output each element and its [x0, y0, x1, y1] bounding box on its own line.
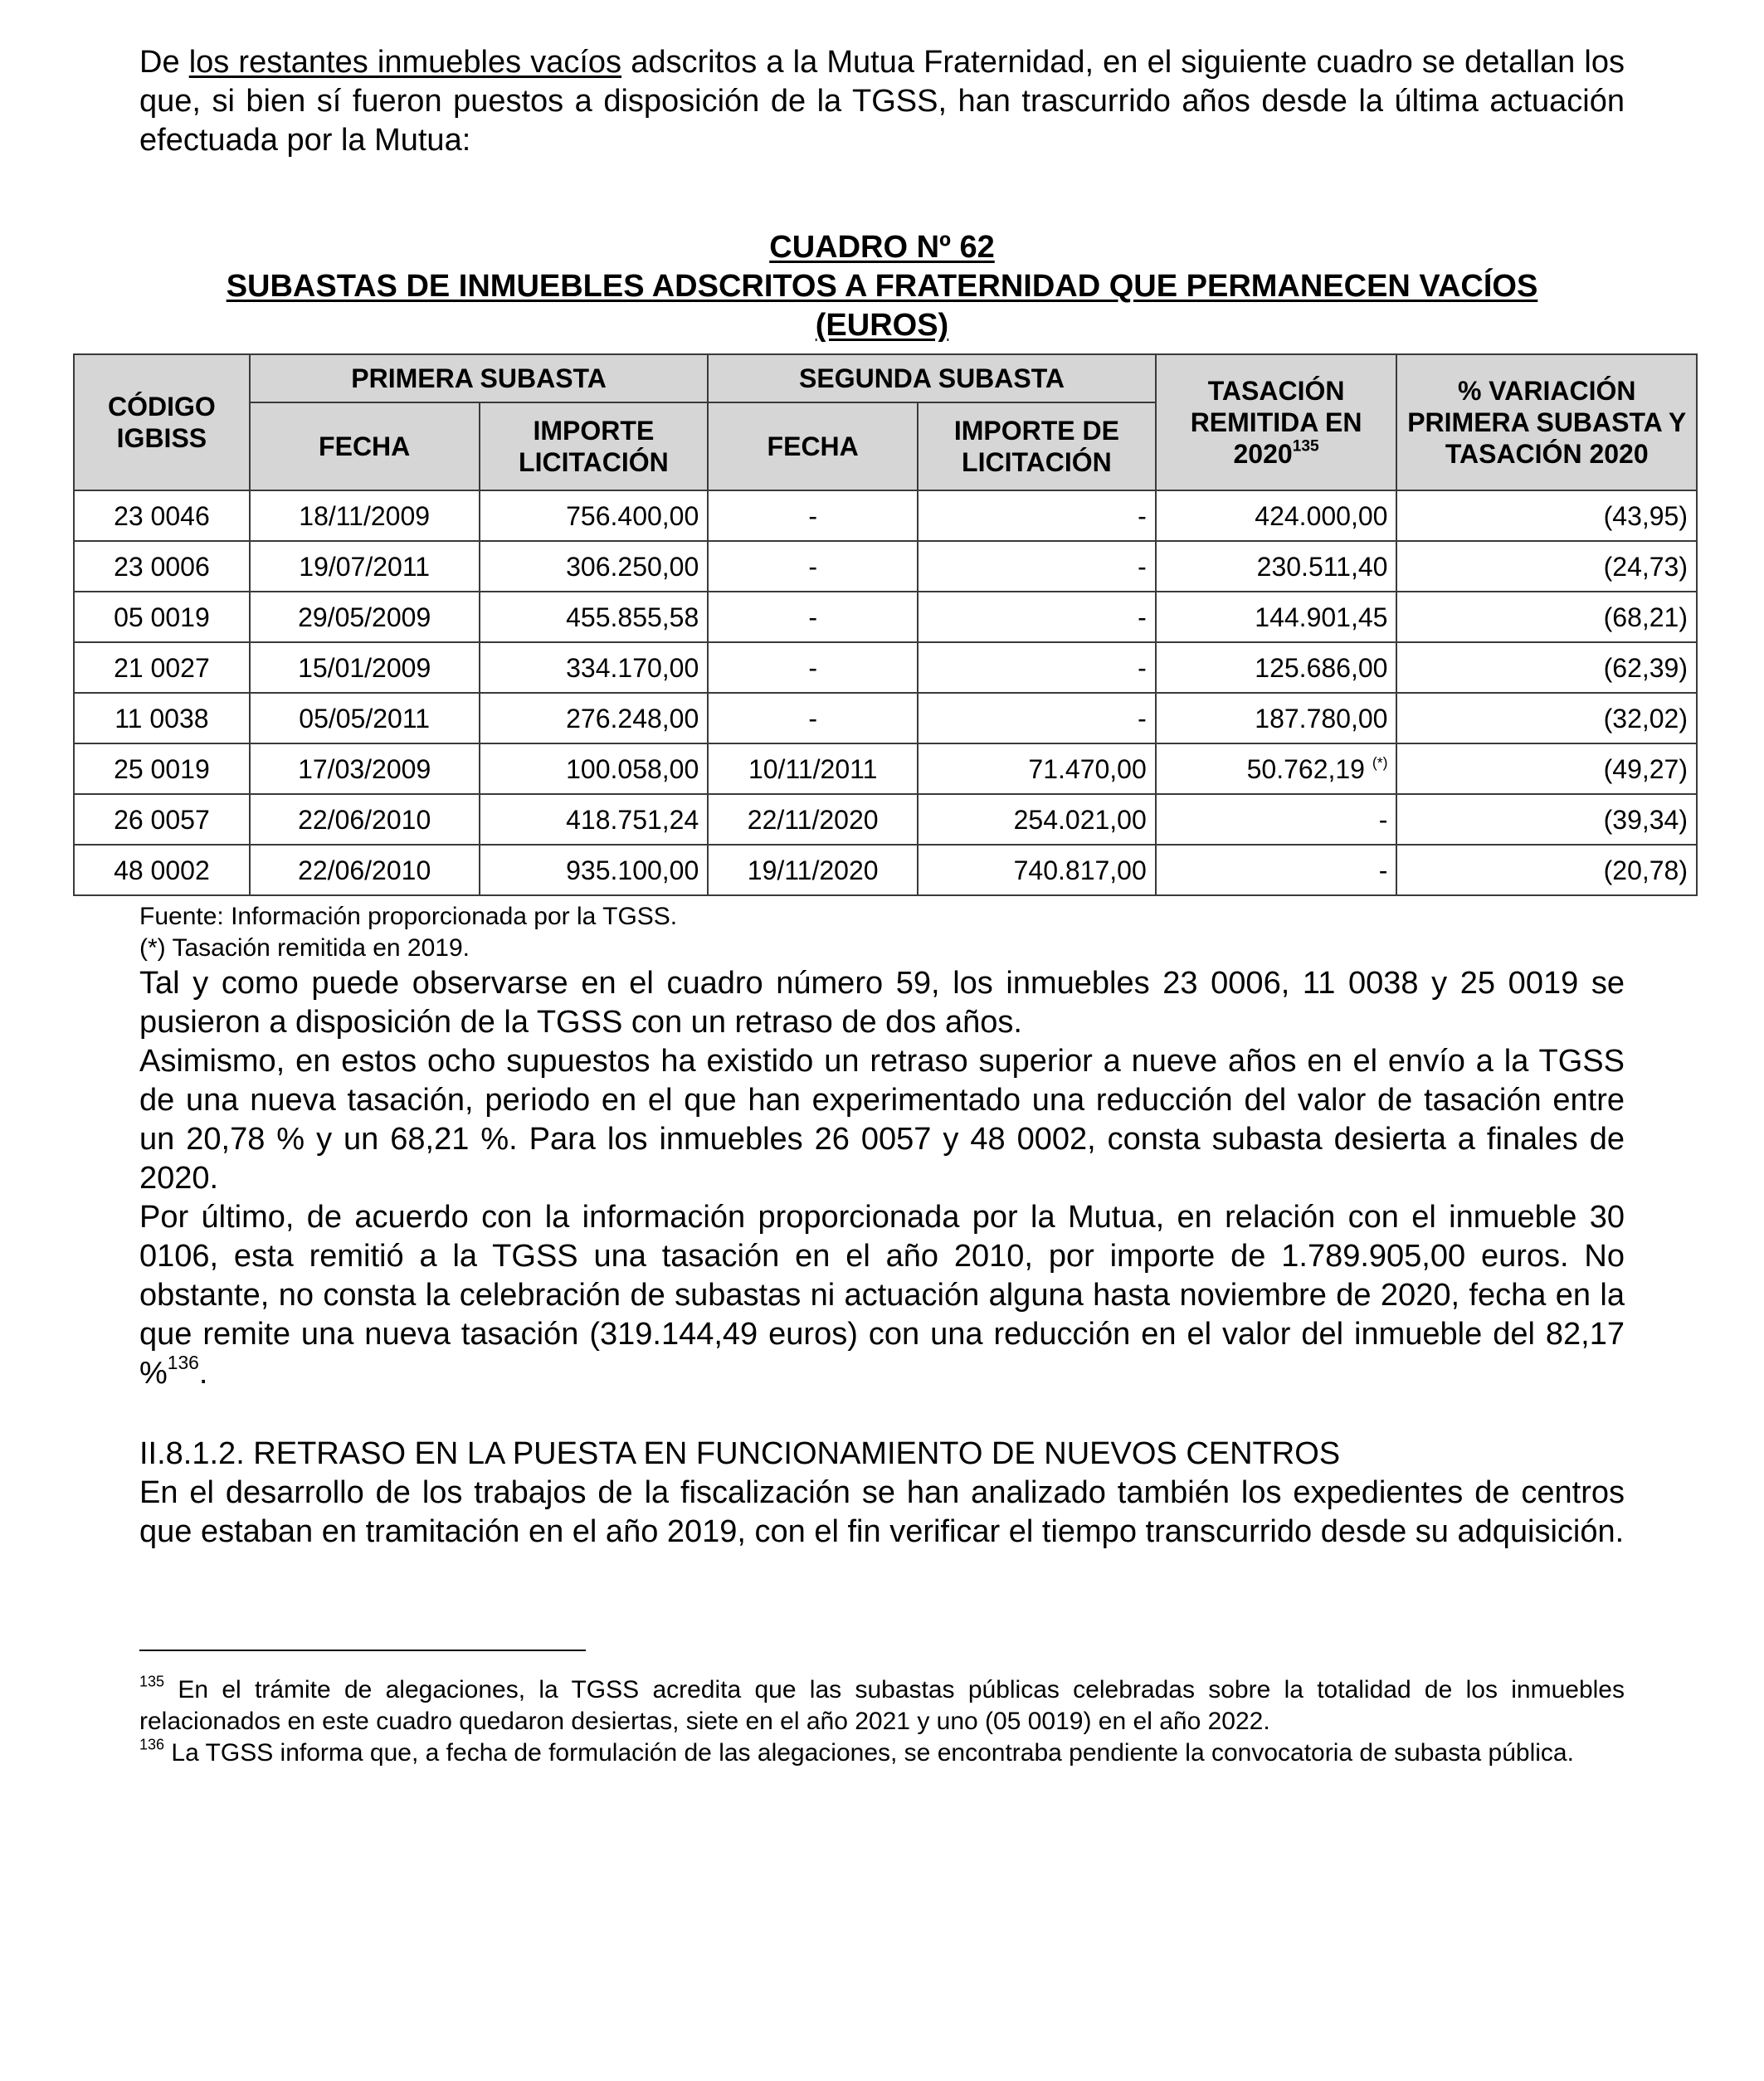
cell-importe-segunda: - [918, 693, 1156, 743]
tasacion-value: 230.511,40 [1256, 551, 1388, 582]
cell-codigo: 25 0019 [74, 743, 250, 794]
header-fecha-segunda: FECHA [708, 402, 918, 490]
cell-codigo: 26 0057 [74, 794, 250, 845]
cell-fecha-segunda: - [708, 490, 918, 541]
cell-variacion: (43,95) [1396, 490, 1697, 541]
header-importe-primera: IMPORTE LICITACIÓN [480, 402, 709, 490]
table-title-main: SUBASTAS DE INMUEBLES ADSCRITOS A FRATERNIDAD QUE PERMANECEN VACÍOS [226, 269, 1538, 304]
cell-fecha-segunda: - [708, 541, 918, 592]
header-codigo: CÓDIGO IGBISS [74, 354, 250, 490]
cell-importe-primera: 418.751,24 [480, 794, 709, 845]
cell-fecha-primera: 15/01/2009 [250, 642, 480, 693]
cell-fecha-segunda: - [708, 642, 918, 693]
footnote-135 [139, 1674, 1625, 1737]
cell-fecha-primera: 29/05/2009 [250, 592, 480, 642]
cell-tasacion [1156, 541, 1397, 592]
header-importe-segunda: IMPORTE DE LICITACIÓN [918, 402, 1156, 490]
table-title-number: CUADRO Nº 62 [769, 230, 995, 265]
cell-fecha-segunda: - [708, 592, 918, 642]
cell-variacion: (49,27) [1396, 743, 1697, 794]
header-primera-subasta: PRIMERA SUBASTA [250, 354, 708, 402]
cell-tasacion [1156, 642, 1397, 693]
cell-codigo: 23 0046 [74, 490, 250, 541]
table-header-row [74, 354, 1697, 402]
footnote-136 [139, 1737, 1625, 1769]
tasacion-value: - [1378, 804, 1388, 835]
cell-tasacion [1156, 794, 1397, 845]
tasacion-value: 125.686,00 [1255, 652, 1388, 683]
cell-importe-segunda: 254.021,00 [918, 794, 1156, 845]
tasacion-value: 187.780,00 [1255, 703, 1388, 733]
header-tasacion-label: TASACIÓN REMITIDA EN 2020 [1190, 376, 1362, 469]
paragraph-3-text: Por último, de acuerdo con la información proporcionada por la Mutua, en relación con el inmueble 30 0106, esta remitió a la TGSS una tasación en el año 2010, por importe de 1.789.905,00 euros. No obstante, no consta la celebración de subastas ni actuación alguna hasta noviembre de 2020, fecha en la que remite una nueva tasación (319.144,49 euros) con una reducción en el valor del inmueble del 82,17 % [139, 1200, 1625, 1391]
cell-codigo: 21 0027 [74, 642, 250, 693]
header-segunda-subasta: SEGUNDA SUBASTA [708, 354, 1156, 402]
cell-variacion: (39,34) [1396, 794, 1697, 845]
table-row [74, 743, 1697, 794]
tasacion-value: - [1378, 855, 1388, 885]
cell-fecha-segunda: 22/11/2020 [708, 794, 918, 845]
cell-tasacion [1156, 490, 1397, 541]
cell-fecha-primera: 17/03/2009 [250, 743, 480, 794]
table-title [139, 228, 1625, 345]
footnote-ref-135: 135 [1292, 437, 1319, 456]
cell-importe-segunda: - [918, 490, 1156, 541]
cell-variacion: (32,02) [1396, 693, 1697, 743]
cell-codigo: 05 0019 [74, 592, 250, 642]
tasacion-value: 424.000,00 [1255, 500, 1388, 531]
cell-tasacion [1156, 592, 1397, 642]
cell-tasacion [1156, 693, 1397, 743]
paragraph-3 [139, 1198, 1625, 1393]
cell-importe-segunda: - [918, 642, 1156, 693]
cell-fecha-primera: 05/05/2011 [250, 693, 480, 743]
header-variacion: % VARIACIÓN PRIMERA SUBASTA Y TASACIÓN 2020 [1396, 354, 1697, 490]
cell-variacion: (68,21) [1396, 592, 1697, 642]
cell-importe-primera: 276.248,00 [480, 693, 709, 743]
cell-importe-primera: 756.400,00 [480, 490, 709, 541]
cell-variacion: (20,78) [1396, 845, 1697, 895]
table-row [74, 845, 1697, 895]
intro-text-start: De [139, 45, 189, 80]
cell-fecha-segunda: - [708, 693, 918, 743]
tasacion-value: 144.901,45 [1255, 602, 1388, 632]
header-fecha-primera: FECHA [250, 402, 480, 490]
cell-importe-primera: 100.058,00 [480, 743, 709, 794]
paragraph-2: Asimismo, en estos ocho supuestos ha existido un retraso superior a nueve años en el envío a la TGSS de una nueva tasación, periodo en el que han experimentado una reducción del valor de tasación entre un 20,78 % y un 68,21 %. Para los inmuebles 26 0057 y 48 0002, consta subasta desierta a finales de 2020. [139, 1044, 1625, 1196]
cell-fecha-segunda: 19/11/2020 [708, 845, 918, 895]
table-notes [139, 901, 1625, 964]
table-row [74, 592, 1697, 642]
cell-codigo: 48 0002 [74, 845, 250, 895]
cell-importe-primera: 935.100,00 [480, 845, 709, 895]
intro-underlined-text: los restantes inmuebles vacíos [188, 45, 622, 80]
document-page [108, 43, 1688, 1769]
cell-importe-primera: 306.250,00 [480, 541, 709, 592]
cell-importe-primera: 455.855,58 [480, 592, 709, 642]
cell-importe-segunda: - [918, 541, 1156, 592]
footnote-text: La TGSS informa que, a fecha de formulación de las alegaciones, se encontraba pendiente la convocatoria de subasta pública. [164, 1739, 1574, 1767]
asterisk-note-ref: (*) [1372, 753, 1388, 771]
cell-variacion: (24,73) [1396, 541, 1697, 592]
cell-codigo: 11 0038 [74, 693, 250, 743]
paragraph-1: Tal y como puede observarse en el cuadro número 59, los inmuebles 23 0006, 11 0038 y 25 0019 se pusieron a disposición de la TGSS con un retraso de dos años. [139, 966, 1625, 1040]
cell-variacion: (62,39) [1396, 642, 1697, 693]
cell-fecha-primera: 19/07/2011 [250, 541, 480, 592]
table-title-units: (EUROS) [815, 308, 949, 343]
footnote-separator [139, 1650, 586, 1651]
intro-paragraph [139, 43, 1625, 160]
cell-codigo: 23 0006 [74, 541, 250, 592]
footnote-text: En el trámite de alegaciones, la TGSS acredita que las subastas públicas celebradas sobre la totalidad de los inmuebles relacionados en este cuadro quedaron desiertas, siete en el año 2021 y uno (05 0019) en el año 2022. [139, 1676, 1625, 1735]
cell-importe-segunda: 71.470,00 [918, 743, 1156, 794]
table-row [74, 541, 1697, 592]
cell-tasacion [1156, 845, 1397, 895]
footnote-ref-136: 136 [167, 1351, 199, 1373]
cell-importe-segunda: 740.817,00 [918, 845, 1156, 895]
table-row [74, 693, 1697, 743]
table-row [74, 794, 1697, 845]
footnote-number: 136 [139, 1736, 165, 1753]
intro-text-end: adscritos a la Mutua Fraternidad, en el siguiente cuadro se detallan los que, si bien sí fueron puestos a disposición de la TGSS, han trascurrido años desde la última actuación efectuada por la Mutua: [139, 45, 1625, 158]
cell-importe-segunda: - [918, 592, 1156, 642]
table-row [74, 490, 1697, 541]
cell-tasacion [1156, 743, 1397, 794]
section-heading: II.8.1.2. RETRASO EN LA PUESTA EN FUNCIONAMIENTO DE NUEVOS CENTROS [139, 1436, 1341, 1471]
paragraph-3-end: . [198, 1356, 208, 1391]
cell-fecha-primera: 22/06/2010 [250, 794, 480, 845]
tasacion-value: 50.762,19 [1246, 753, 1365, 784]
table-source-note: Fuente: Información proporcionada por la TGSS. [139, 903, 678, 930]
auction-table [73, 353, 1698, 896]
cell-fecha-segunda: 10/11/2011 [708, 743, 918, 794]
table-row [74, 642, 1697, 693]
paragraph-4: En el desarrollo de los trabajos de la fiscalización se han analizado también los expedientes de centros que estaban en tramitación en el año 2019, con el fin verificar el tiempo transcurrido desde su adquisición. [139, 1475, 1625, 1549]
cell-importe-primera: 334.170,00 [480, 642, 709, 693]
cell-fecha-primera: 18/11/2009 [250, 490, 480, 541]
footnote-number: 135 [139, 1673, 165, 1690]
header-tasacion [1156, 354, 1397, 490]
cell-fecha-primera: 22/06/2010 [250, 845, 480, 895]
table-asterisk-note: (*) Tasación remitida en 2019. [139, 934, 470, 962]
